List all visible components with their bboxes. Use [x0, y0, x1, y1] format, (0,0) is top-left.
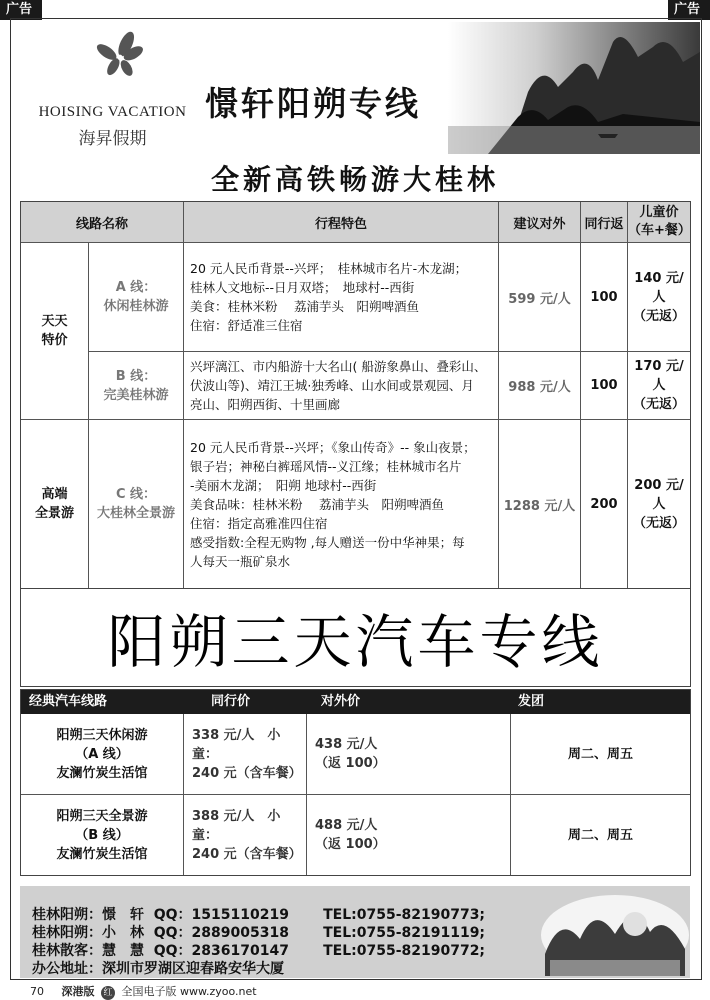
bus-route-a-public-text: 438 元/人 （返 100） [315, 737, 386, 771]
route-b-desc-text: 兴坪漓江、市内船游十大名山( 船游象鼻山、叠彩山、 伏波山等)、靖江王城·独秀峰、山水间或景观园、月 亮山、阳朔西街、十里画廊 [190, 359, 487, 412]
group-premium-text: 高端 全景游 [34, 487, 74, 521]
route-c-child [628, 420, 690, 588]
contact-tel: TEL:0755-82191119; [323, 925, 486, 941]
contact-footer [20, 886, 690, 978]
ad-tag-left: 广告 [0, 0, 42, 20]
route-b-desc [184, 352, 499, 420]
edition-badge: 红 [101, 986, 115, 1000]
header-child-price-text: 儿童价 （车+餐） [628, 205, 691, 238]
header-itinerary [184, 202, 499, 243]
header-peer-return [581, 202, 628, 243]
route-a-price [499, 243, 581, 352]
bus-route-b-depart-text: 周二、周五 [567, 827, 633, 843]
bus-route-b-depart [511, 795, 690, 875]
route-b-child [628, 352, 690, 420]
bus-header-public: 对外价 [321, 694, 361, 709]
contact-row [32, 940, 485, 960]
route-a-desc [184, 243, 499, 352]
header-itinerary-text: 行程特色 [314, 216, 367, 232]
route-b [89, 352, 184, 420]
header-peer-return-text: 同行返 [584, 216, 624, 232]
contact-qq: QQ：1515110219 [153, 907, 289, 923]
route-a [89, 243, 184, 352]
bus-route-b-public-text: 488 元/人 （返 100） [315, 818, 386, 852]
contact-qq: QQ：2836170147 [153, 943, 289, 959]
group-daily-special-text: 天天 特价 [41, 314, 68, 348]
page-footer [30, 983, 257, 1000]
header-public-price [499, 202, 581, 243]
route-c-price-text: 1288 元/人 [503, 498, 576, 514]
bus-route-a [21, 714, 184, 795]
route-c-desc-text: 20 元人民币背景--兴坪；《象山传奇》-- 象山夜景； 银子岩；神秘白裤瑶风情--义江缘；桂林城市名片 -美丽木龙湖； 阳朔 地球村--西街 美食品味：桂林米粉 荔浦芋头 阳朔啤酒鱼 住宿：指定高雅准四住宿 感受指数:全程无购物 ,每人赠送一份中华神果；每 人每天一瓶矿泉水 [190, 439, 476, 569]
route-c [89, 420, 184, 588]
route-table [20, 201, 691, 589]
bus-route-b-public [307, 795, 511, 875]
header-route-name [21, 202, 184, 243]
edition-label: 深港版 [61, 985, 95, 998]
contact-qq: QQ：2889005318 [153, 925, 289, 941]
group-premium [21, 420, 89, 588]
header-child-price [628, 202, 690, 243]
contact-row [32, 922, 485, 942]
group-daily-special [21, 243, 89, 420]
bus-route-a-peer-text: 338 元/人 小童： 240 元（含车餐） [192, 727, 302, 781]
bus-header-route: 经典汽车线路 [29, 694, 108, 709]
bus-header-peer: 同行价 [211, 694, 251, 709]
bus-line-title: 阳朔三天汽车专线 [20, 588, 691, 687]
route-c-child-text: 200 元/人 （无返） [632, 477, 685, 531]
address-row [32, 958, 284, 978]
route-b-text: B 线： 完美桂林游 [103, 368, 169, 403]
contact-label: 桂林散客： [32, 943, 102, 959]
contact-name: 憬 轩 [102, 907, 144, 923]
route-a-return-text: 100 [590, 289, 618, 305]
route-b-price [499, 352, 581, 420]
bus-header-depart: 发团 [518, 694, 545, 709]
route-a-child [628, 243, 690, 352]
route-b-child-text: 170 元/人 （无返） [632, 359, 685, 412]
route-a-price-text: 599 元/人 [508, 291, 571, 307]
bus-route-a-text: 阳朔三天休闲游 （A 线） 友澜竹炭生活馆 [56, 727, 148, 781]
bus-route-a-peer [184, 714, 307, 795]
page-number: 70 [30, 985, 44, 998]
address-label: 办公地址： [32, 961, 102, 977]
address-value: 深圳市罗湖区迎春路安华大厦 [102, 961, 284, 977]
route-c-price [499, 420, 581, 588]
route-b-return-text: 100 [590, 378, 618, 393]
bus-route-a-depart [511, 714, 690, 795]
bus-route-a-public [307, 714, 511, 795]
contact-name: 慧 慧 [102, 943, 144, 959]
bus-route-table [20, 689, 691, 876]
route-c-return-text: 200 [590, 496, 618, 512]
route-b-price-text: 988 元/人 [508, 380, 571, 395]
contact-label: 桂林阳朔： [32, 925, 102, 941]
page-title: 憬轩阳朔专线 [205, 84, 421, 123]
header-public-price-text: 建议对外 [513, 216, 566, 232]
route-a-child-text: 140 元/人 （无返） [632, 270, 685, 324]
footer-landscape-photo [540, 894, 690, 976]
contact-tel: TEL:0755-82190773; [323, 907, 486, 923]
bus-route-a-depart-text: 周二、周五 [567, 746, 633, 762]
site-link[interactable]: 全国电子版 www.zyoo.net [121, 985, 257, 998]
ad-tag-right: 广告 [668, 0, 710, 20]
header-route-name-text: 线路名称 [75, 216, 128, 232]
brand-chinese-name: 海昇假期 [78, 129, 147, 149]
bus-route-b-text: 阳朔三天全景游 （B 线） 友澜竹炭生活馆 [56, 808, 148, 862]
route-c-return [581, 420, 628, 588]
bus-route-b-peer [184, 795, 307, 875]
contact-row [32, 904, 485, 924]
route-a-text: A 线： 休闲桂林游 [103, 280, 169, 314]
brand-english-name: HOISING VACATION [38, 104, 187, 120]
contact-name: 小 林 [102, 925, 144, 941]
route-a-return [581, 243, 628, 352]
route-a-desc-text: 20 元人民币背景--兴坪； 桂林城市名片-木龙湖； 桂林人文地标--日月双塔； 地球村--西街 美食：桂林米粉 荔浦芋头 阳朔啤酒鱼 住宿：舒适准三住宿 [190, 261, 468, 333]
subtitle: 全新高铁畅游大桂林 [210, 163, 499, 196]
route-c-desc [184, 420, 499, 588]
brand-logo-icon [30, 28, 210, 108]
route-b-return [581, 352, 628, 420]
landscape-photo [448, 22, 700, 154]
bus-route-b [21, 795, 184, 875]
contact-tel: TEL:0755-82190772; [323, 943, 486, 959]
bus-route-b-peer-text: 388 元/人 小童： 240 元（含车餐） [192, 808, 302, 862]
route-c-text: C 线： 大桂林全景游 [96, 487, 175, 521]
contact-label: 桂林阳朔： [32, 907, 102, 923]
